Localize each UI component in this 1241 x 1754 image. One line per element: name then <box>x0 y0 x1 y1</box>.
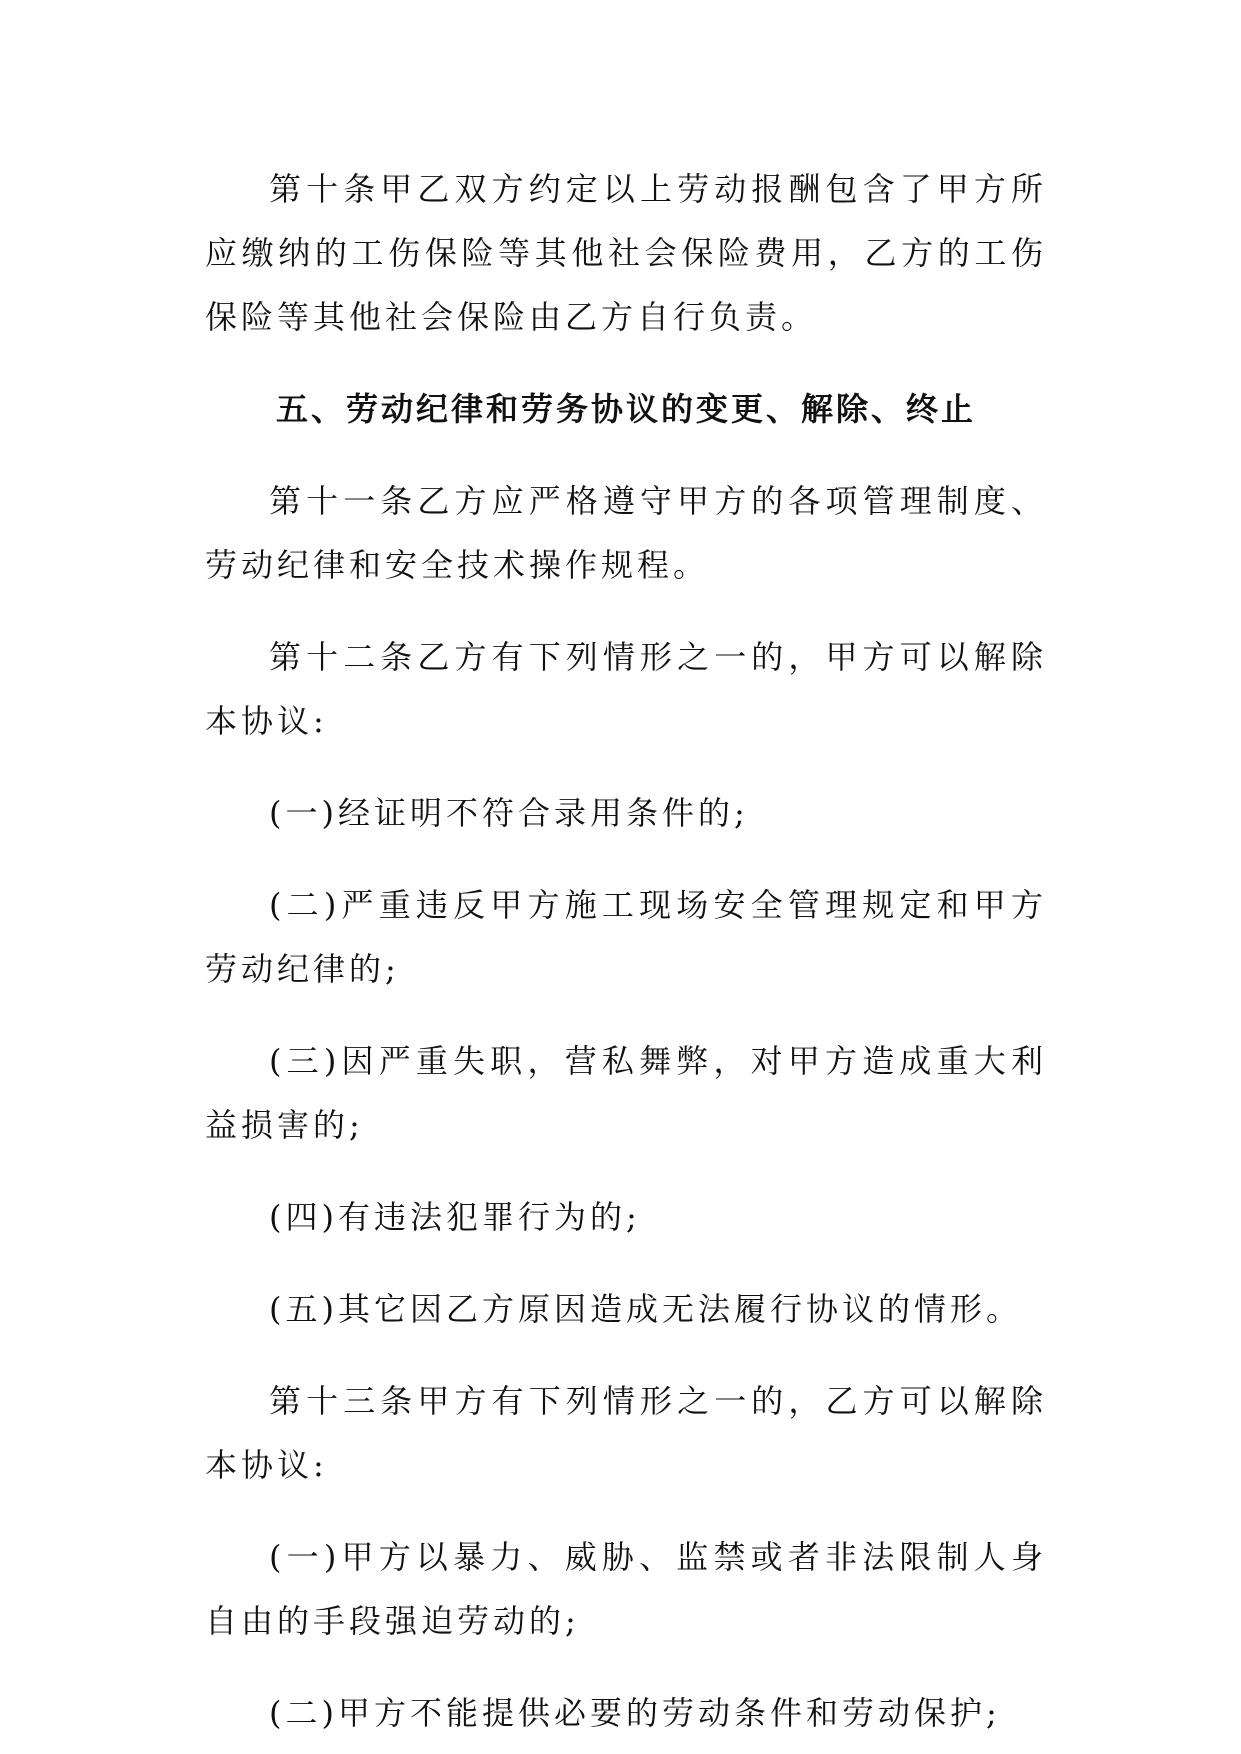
spacer <box>205 1497 1047 1525</box>
spacer <box>205 349 1047 377</box>
article-12-item-4: (四)有违法犯罪行为的; <box>269 1198 641 1236</box>
article-13-item-2: (二)甲方不能提供必要的劳动条件和劳动保护; <box>269 1694 1001 1732</box>
article-10: 第十条甲乙双方约定以上劳动报酬包含了甲方所应缴纳的工伤保险等其他社会保险费用，乙方的工伤保险等其他社会保险由乙方自行负责。 <box>205 170 1047 336</box>
section-5-title: 五、劳动纪律和劳务协议的变更、解除、终止 <box>275 390 976 428</box>
spacer <box>205 845 1047 873</box>
article-12-item-1: (一)经证明不符合录用条件的; <box>269 794 749 832</box>
article-12-intro: 第十二条乙方有下列情形之一的，甲方可以解除本协议: <box>205 638 1047 740</box>
article-11: 第十一条乙方应严格遵守甲方的各项管理制度、劳动纪律和安全技术操作规程。 <box>205 482 1047 584</box>
article-12-item-5: (五)其它因乙方原因造成无法履行协议的情形。 <box>269 1290 1022 1328</box>
spacer <box>205 1001 1047 1029</box>
spacer <box>205 1653 1047 1681</box>
document-content <box>205 157 1047 1745</box>
article-12-item-2: (二)严重违反甲方施工现场安全管理规定和甲方劳动纪律的; <box>205 886 1047 988</box>
spacer <box>205 753 1047 781</box>
spacer <box>205 1157 1047 1185</box>
article-13-intro: 第十三条甲方有下列情形之一的，乙方可以解除本协议: <box>205 1382 1047 1484</box>
spacer <box>205 1249 1047 1277</box>
spacer <box>205 441 1047 469</box>
article-12-item-3: (三)因严重失职，营私舞弊，对甲方造成重大利益损害的; <box>205 1042 1047 1144</box>
spacer <box>205 1341 1047 1369</box>
article-13-item-1: (一)甲方以暴力、威胁、监禁或者非法限制人身自由的手段强迫劳动的; <box>205 1538 1047 1640</box>
spacer <box>205 597 1047 625</box>
